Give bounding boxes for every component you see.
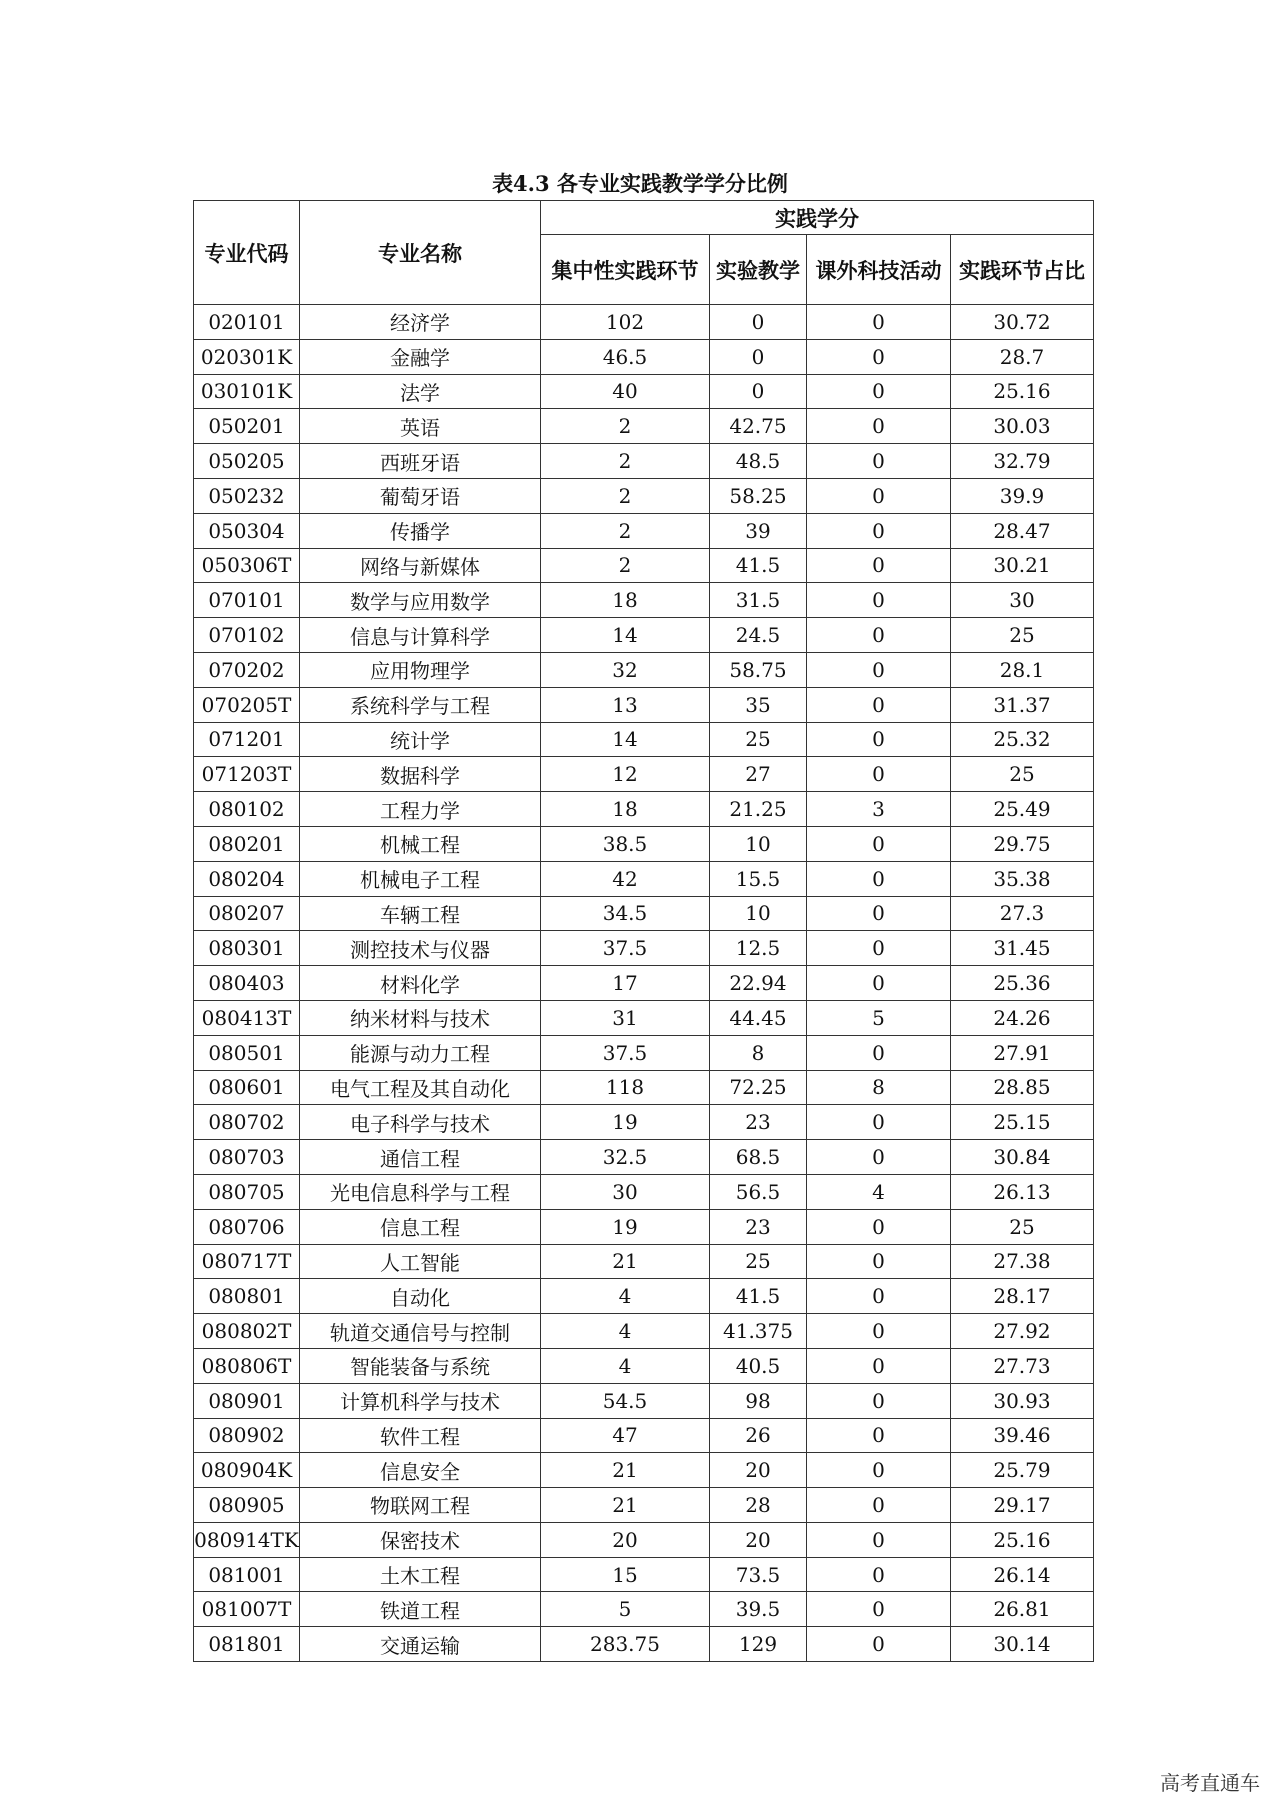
table-row <box>194 896 1094 931</box>
ratio-cell: 25 <box>951 618 1094 653</box>
ratio-cell: 30.93 <box>951 1383 1094 1418</box>
name-cell: 系统科学与工程 <box>300 687 541 722</box>
experiment-cell: 31.5 <box>710 583 807 618</box>
centralized-cell: 42 <box>541 861 710 896</box>
centralized-cell: 4 <box>541 1279 710 1314</box>
ratio-cell: 27.73 <box>951 1348 1094 1383</box>
code-cell: 080501 <box>194 1035 300 1070</box>
extracurricular-cell: 0 <box>807 305 951 340</box>
code-cell: 050304 <box>194 513 300 548</box>
extracurricular-cell: 0 <box>807 931 951 966</box>
name-cell: 机械电子工程 <box>300 861 541 896</box>
extracurricular-cell: 0 <box>807 374 951 409</box>
name-cell: 数学与应用数学 <box>300 583 541 618</box>
extracurricular-cell: 0 <box>807 339 951 374</box>
ratio-cell: 28.7 <box>951 339 1094 374</box>
experiment-cell: 39.5 <box>710 1592 807 1627</box>
ratio-cell: 25.15 <box>951 1105 1094 1140</box>
centralized-cell: 19 <box>541 1209 710 1244</box>
code-cell: 081001 <box>194 1557 300 1592</box>
centralized-cell: 4 <box>541 1314 710 1349</box>
name-cell: 软件工程 <box>300 1418 541 1453</box>
table-row <box>194 1418 1094 1453</box>
centralized-cell: 32.5 <box>541 1140 710 1175</box>
header-name: 专业名称 <box>300 201 541 305</box>
code-cell: 080413T <box>194 1000 300 1035</box>
centralized-cell: 5 <box>541 1592 710 1627</box>
ratio-cell: 28.17 <box>951 1279 1094 1314</box>
name-cell: 网络与新媒体 <box>300 548 541 583</box>
table-row <box>194 478 1094 513</box>
name-cell: 土木工程 <box>300 1557 541 1592</box>
extracurricular-cell: 0 <box>807 1383 951 1418</box>
centralized-cell: 19 <box>541 1105 710 1140</box>
experiment-cell: 41.5 <box>710 1279 807 1314</box>
name-cell: 信息与计算科学 <box>300 618 541 653</box>
name-cell: 金融学 <box>300 339 541 374</box>
centralized-cell: 37.5 <box>541 1035 710 1070</box>
experiment-cell: 21.25 <box>710 792 807 827</box>
name-cell: 纳米材料与技术 <box>300 1000 541 1035</box>
ratio-cell: 27.38 <box>951 1244 1094 1279</box>
header-centralized: 集中性实践环节 <box>541 235 710 305</box>
experiment-cell: 25 <box>710 1244 807 1279</box>
header-practice-credits: 实践学分 <box>541 201 1094 235</box>
table-row <box>194 548 1094 583</box>
name-cell: 数据科学 <box>300 757 541 792</box>
table-row <box>194 966 1094 1001</box>
code-cell: 030101K <box>194 374 300 409</box>
code-cell: 050201 <box>194 409 300 444</box>
ratio-cell: 26.81 <box>951 1592 1094 1627</box>
name-cell: 交通运输 <box>300 1627 541 1662</box>
name-cell: 葡萄牙语 <box>300 478 541 513</box>
ratio-cell: 25.49 <box>951 792 1094 827</box>
name-cell: 机械工程 <box>300 826 541 861</box>
code-cell: 080201 <box>194 826 300 861</box>
centralized-cell: 283.75 <box>541 1627 710 1662</box>
ratio-cell: 28.47 <box>951 513 1094 548</box>
experiment-cell: 23 <box>710 1209 807 1244</box>
extracurricular-cell: 0 <box>807 1627 951 1662</box>
extracurricular-cell: 0 <box>807 896 951 931</box>
ratio-cell: 39.46 <box>951 1418 1094 1453</box>
name-cell: 保密技术 <box>300 1522 541 1557</box>
code-cell: 080207 <box>194 896 300 931</box>
code-cell: 080301 <box>194 931 300 966</box>
extracurricular-cell: 0 <box>807 687 951 722</box>
centralized-cell: 30 <box>541 1174 710 1209</box>
experiment-cell: 58.25 <box>710 478 807 513</box>
extracurricular-cell: 8 <box>807 1070 951 1105</box>
header-ratio: 实践环节占比 <box>951 235 1094 305</box>
experiment-cell: 8 <box>710 1035 807 1070</box>
name-cell: 电子科学与技术 <box>300 1105 541 1140</box>
experiment-cell: 26 <box>710 1418 807 1453</box>
ratio-cell: 30.03 <box>951 409 1094 444</box>
extracurricular-cell: 0 <box>807 1557 951 1592</box>
experiment-cell: 24.5 <box>710 618 807 653</box>
code-cell: 050205 <box>194 444 300 479</box>
experiment-cell: 39 <box>710 513 807 548</box>
centralized-cell: 20 <box>541 1522 710 1557</box>
ratio-cell: 30.14 <box>951 1627 1094 1662</box>
ratio-cell: 28.1 <box>951 652 1094 687</box>
ratio-cell: 35.38 <box>951 861 1094 896</box>
centralized-cell: 14 <box>541 722 710 757</box>
code-cell: 080204 <box>194 861 300 896</box>
name-cell: 传播学 <box>300 513 541 548</box>
table-row <box>194 1000 1094 1035</box>
experiment-cell: 42.75 <box>710 409 807 444</box>
table-row <box>194 861 1094 896</box>
table-body <box>194 305 1094 1662</box>
centralized-cell: 12 <box>541 757 710 792</box>
code-cell: 080705 <box>194 1174 300 1209</box>
experiment-cell: 41.375 <box>710 1314 807 1349</box>
experiment-cell: 15.5 <box>710 861 807 896</box>
table-row <box>194 339 1094 374</box>
code-cell: 020301K <box>194 339 300 374</box>
name-cell: 工程力学 <box>300 792 541 827</box>
name-cell: 能源与动力工程 <box>300 1035 541 1070</box>
centralized-cell: 102 <box>541 305 710 340</box>
table-row <box>194 1488 1094 1523</box>
centralized-cell: 2 <box>541 444 710 479</box>
code-cell: 080914TK <box>194 1522 300 1557</box>
table-row <box>194 444 1094 479</box>
name-cell: 电气工程及其自动化 <box>300 1070 541 1105</box>
table-row <box>194 1244 1094 1279</box>
code-cell: 080806T <box>194 1348 300 1383</box>
table-row <box>194 374 1094 409</box>
ratio-cell: 25 <box>951 757 1094 792</box>
table-row <box>194 1035 1094 1070</box>
centralized-cell: 40 <box>541 374 710 409</box>
code-cell: 070102 <box>194 618 300 653</box>
experiment-cell: 41.5 <box>710 548 807 583</box>
name-cell: 法学 <box>300 374 541 409</box>
extracurricular-cell: 0 <box>807 1035 951 1070</box>
centralized-cell: 21 <box>541 1488 710 1523</box>
experiment-cell: 35 <box>710 687 807 722</box>
centralized-cell: 32 <box>541 652 710 687</box>
table-row <box>194 931 1094 966</box>
centralized-cell: 15 <box>541 1557 710 1592</box>
extracurricular-cell: 0 <box>807 618 951 653</box>
name-cell: 自动化 <box>300 1279 541 1314</box>
code-cell: 080802T <box>194 1314 300 1349</box>
ratio-cell: 26.14 <box>951 1557 1094 1592</box>
extracurricular-cell: 0 <box>807 1592 951 1627</box>
name-cell: 材料化学 <box>300 966 541 1001</box>
extracurricular-cell: 0 <box>807 548 951 583</box>
experiment-cell: 40.5 <box>710 1348 807 1383</box>
table-row <box>194 305 1094 340</box>
centralized-cell: 2 <box>541 478 710 513</box>
centralized-cell: 118 <box>541 1070 710 1105</box>
name-cell: 光电信息科学与工程 <box>300 1174 541 1209</box>
ratio-cell: 28.85 <box>951 1070 1094 1105</box>
centralized-cell: 13 <box>541 687 710 722</box>
experiment-cell: 10 <box>710 826 807 861</box>
code-cell: 080902 <box>194 1418 300 1453</box>
code-cell: 081801 <box>194 1627 300 1662</box>
code-cell: 070202 <box>194 652 300 687</box>
code-cell: 080904K <box>194 1453 300 1488</box>
header-experiment: 实验教学 <box>710 235 807 305</box>
centralized-cell: 2 <box>541 409 710 444</box>
ratio-cell: 31.37 <box>951 687 1094 722</box>
ratio-cell: 30.84 <box>951 1140 1094 1175</box>
experiment-cell: 23 <box>710 1105 807 1140</box>
extracurricular-cell: 0 <box>807 1314 951 1349</box>
code-cell: 080901 <box>194 1383 300 1418</box>
centralized-cell: 38.5 <box>541 826 710 861</box>
extracurricular-cell: 0 <box>807 1244 951 1279</box>
ratio-cell: 27.92 <box>951 1314 1094 1349</box>
extracurricular-cell: 0 <box>807 1418 951 1453</box>
name-cell: 测控技术与仪器 <box>300 931 541 966</box>
ratio-cell: 25 <box>951 1209 1094 1244</box>
table-row <box>194 409 1094 444</box>
experiment-cell: 20 <box>710 1453 807 1488</box>
code-cell: 080905 <box>194 1488 300 1523</box>
centralized-cell: 37.5 <box>541 931 710 966</box>
code-cell: 080801 <box>194 1279 300 1314</box>
table-row <box>194 1348 1094 1383</box>
ratio-cell: 31.45 <box>951 931 1094 966</box>
experiment-cell: 48.5 <box>710 444 807 479</box>
name-cell: 信息安全 <box>300 1453 541 1488</box>
table-title: 表4.3 各专业实践教学学分比例 <box>492 171 788 196</box>
ratio-cell: 26.13 <box>951 1174 1094 1209</box>
table-row <box>194 1557 1094 1592</box>
table-row <box>194 1453 1094 1488</box>
ratio-cell: 32.79 <box>951 444 1094 479</box>
extracurricular-cell: 0 <box>807 1522 951 1557</box>
centralized-cell: 2 <box>541 513 710 548</box>
code-cell: 080703 <box>194 1140 300 1175</box>
name-cell: 英语 <box>300 409 541 444</box>
extracurricular-cell: 0 <box>807 1140 951 1175</box>
ratio-cell: 25.36 <box>951 966 1094 1001</box>
extracurricular-cell: 0 <box>807 1209 951 1244</box>
centralized-cell: 54.5 <box>541 1383 710 1418</box>
extracurricular-cell: 0 <box>807 409 951 444</box>
extracurricular-cell: 0 <box>807 722 951 757</box>
ratio-cell: 25.16 <box>951 1522 1094 1557</box>
ratio-cell: 25.79 <box>951 1453 1094 1488</box>
extracurricular-cell: 3 <box>807 792 951 827</box>
extracurricular-cell: 0 <box>807 513 951 548</box>
code-cell: 081007T <box>194 1592 300 1627</box>
experiment-cell: 12.5 <box>710 931 807 966</box>
extracurricular-cell: 0 <box>807 1488 951 1523</box>
table-row <box>194 1140 1094 1175</box>
centralized-cell: 34.5 <box>541 896 710 931</box>
code-cell: 071203T <box>194 757 300 792</box>
experiment-cell: 73.5 <box>710 1557 807 1592</box>
extracurricular-cell: 0 <box>807 1105 951 1140</box>
centralized-cell: 21 <box>541 1453 710 1488</box>
code-cell: 071201 <box>194 722 300 757</box>
name-cell: 经济学 <box>300 305 541 340</box>
table-row <box>194 618 1094 653</box>
table-row <box>194 687 1094 722</box>
table-row <box>194 1209 1094 1244</box>
experiment-cell: 56.5 <box>710 1174 807 1209</box>
experiment-cell: 28 <box>710 1488 807 1523</box>
extracurricular-cell: 0 <box>807 444 951 479</box>
table-row <box>194 792 1094 827</box>
name-cell: 车辆工程 <box>300 896 541 931</box>
extracurricular-cell: 0 <box>807 966 951 1001</box>
code-cell: 080403 <box>194 966 300 1001</box>
experiment-cell: 0 <box>710 305 807 340</box>
name-cell: 西班牙语 <box>300 444 541 479</box>
experiment-cell: 20 <box>710 1522 807 1557</box>
extracurricular-cell: 5 <box>807 1000 951 1035</box>
table-row <box>194 1627 1094 1662</box>
practice-credits-table <box>193 200 1094 1662</box>
table-row <box>194 1314 1094 1349</box>
name-cell: 信息工程 <box>300 1209 541 1244</box>
ratio-cell: 30 <box>951 583 1094 618</box>
code-cell: 080601 <box>194 1070 300 1105</box>
table-row <box>194 1592 1094 1627</box>
extracurricular-cell: 0 <box>807 861 951 896</box>
header-extracurricular: 课外科技活动 <box>807 235 951 305</box>
name-cell: 轨道交通信号与控制 <box>300 1314 541 1349</box>
table-row <box>194 652 1094 687</box>
table-row <box>194 826 1094 861</box>
experiment-cell: 129 <box>710 1627 807 1662</box>
code-cell: 070101 <box>194 583 300 618</box>
table-row <box>194 513 1094 548</box>
extracurricular-cell: 0 <box>807 478 951 513</box>
ratio-cell: 29.75 <box>951 826 1094 861</box>
table-row <box>194 722 1094 757</box>
experiment-cell: 0 <box>710 339 807 374</box>
ratio-cell: 29.17 <box>951 1488 1094 1523</box>
extracurricular-cell: 4 <box>807 1174 951 1209</box>
header-row-group <box>194 201 1094 235</box>
extracurricular-cell: 0 <box>807 826 951 861</box>
code-cell: 020101 <box>194 305 300 340</box>
name-cell: 智能装备与系统 <box>300 1348 541 1383</box>
experiment-cell: 10 <box>710 896 807 931</box>
table-row <box>194 1522 1094 1557</box>
extracurricular-cell: 0 <box>807 757 951 792</box>
name-cell: 应用物理学 <box>300 652 541 687</box>
header-code: 专业代码 <box>194 201 300 305</box>
name-cell: 铁道工程 <box>300 1592 541 1627</box>
ratio-cell: 27.3 <box>951 896 1094 931</box>
code-cell: 070205T <box>194 687 300 722</box>
ratio-cell: 30.21 <box>951 548 1094 583</box>
centralized-cell: 31 <box>541 1000 710 1035</box>
experiment-cell: 27 <box>710 757 807 792</box>
ratio-cell: 25.16 <box>951 374 1094 409</box>
experiment-cell: 98 <box>710 1383 807 1418</box>
name-cell: 物联网工程 <box>300 1488 541 1523</box>
table-row <box>194 1279 1094 1314</box>
centralized-cell: 47 <box>541 1418 710 1453</box>
name-cell: 通信工程 <box>300 1140 541 1175</box>
centralized-cell: 2 <box>541 548 710 583</box>
ratio-cell: 25.32 <box>951 722 1094 757</box>
ratio-cell: 30.72 <box>951 305 1094 340</box>
table-row <box>194 1383 1094 1418</box>
extracurricular-cell: 0 <box>807 1279 951 1314</box>
ratio-cell: 24.26 <box>951 1000 1094 1035</box>
table-row <box>194 757 1094 792</box>
extracurricular-cell: 0 <box>807 1348 951 1383</box>
table-row <box>194 583 1094 618</box>
experiment-cell: 72.25 <box>710 1070 807 1105</box>
centralized-cell: 17 <box>541 966 710 1001</box>
code-cell: 080102 <box>194 792 300 827</box>
extracurricular-cell: 0 <box>807 652 951 687</box>
code-cell: 080717T <box>194 1244 300 1279</box>
centralized-cell: 14 <box>541 618 710 653</box>
experiment-cell: 0 <box>710 374 807 409</box>
code-cell: 080706 <box>194 1209 300 1244</box>
ratio-cell: 27.91 <box>951 1035 1094 1070</box>
watermark: 高考直通车 <box>1160 1771 1260 1795</box>
code-cell: 080702 <box>194 1105 300 1140</box>
experiment-cell: 58.75 <box>710 652 807 687</box>
centralized-cell: 18 <box>541 792 710 827</box>
centralized-cell: 4 <box>541 1348 710 1383</box>
code-cell: 050232 <box>194 478 300 513</box>
code-cell: 050306T <box>194 548 300 583</box>
name-cell: 人工智能 <box>300 1244 541 1279</box>
table-row <box>194 1105 1094 1140</box>
centralized-cell: 46.5 <box>541 339 710 374</box>
centralized-cell: 18 <box>541 583 710 618</box>
ratio-cell: 39.9 <box>951 478 1094 513</box>
experiment-cell: 44.45 <box>710 1000 807 1035</box>
extracurricular-cell: 0 <box>807 1453 951 1488</box>
table-row <box>194 1070 1094 1105</box>
name-cell: 统计学 <box>300 722 541 757</box>
centralized-cell: 21 <box>541 1244 710 1279</box>
name-cell: 计算机科学与技术 <box>300 1383 541 1418</box>
experiment-cell: 22.94 <box>710 966 807 1001</box>
experiment-cell: 25 <box>710 722 807 757</box>
extracurricular-cell: 0 <box>807 583 951 618</box>
table-row <box>194 1174 1094 1209</box>
experiment-cell: 68.5 <box>710 1140 807 1175</box>
